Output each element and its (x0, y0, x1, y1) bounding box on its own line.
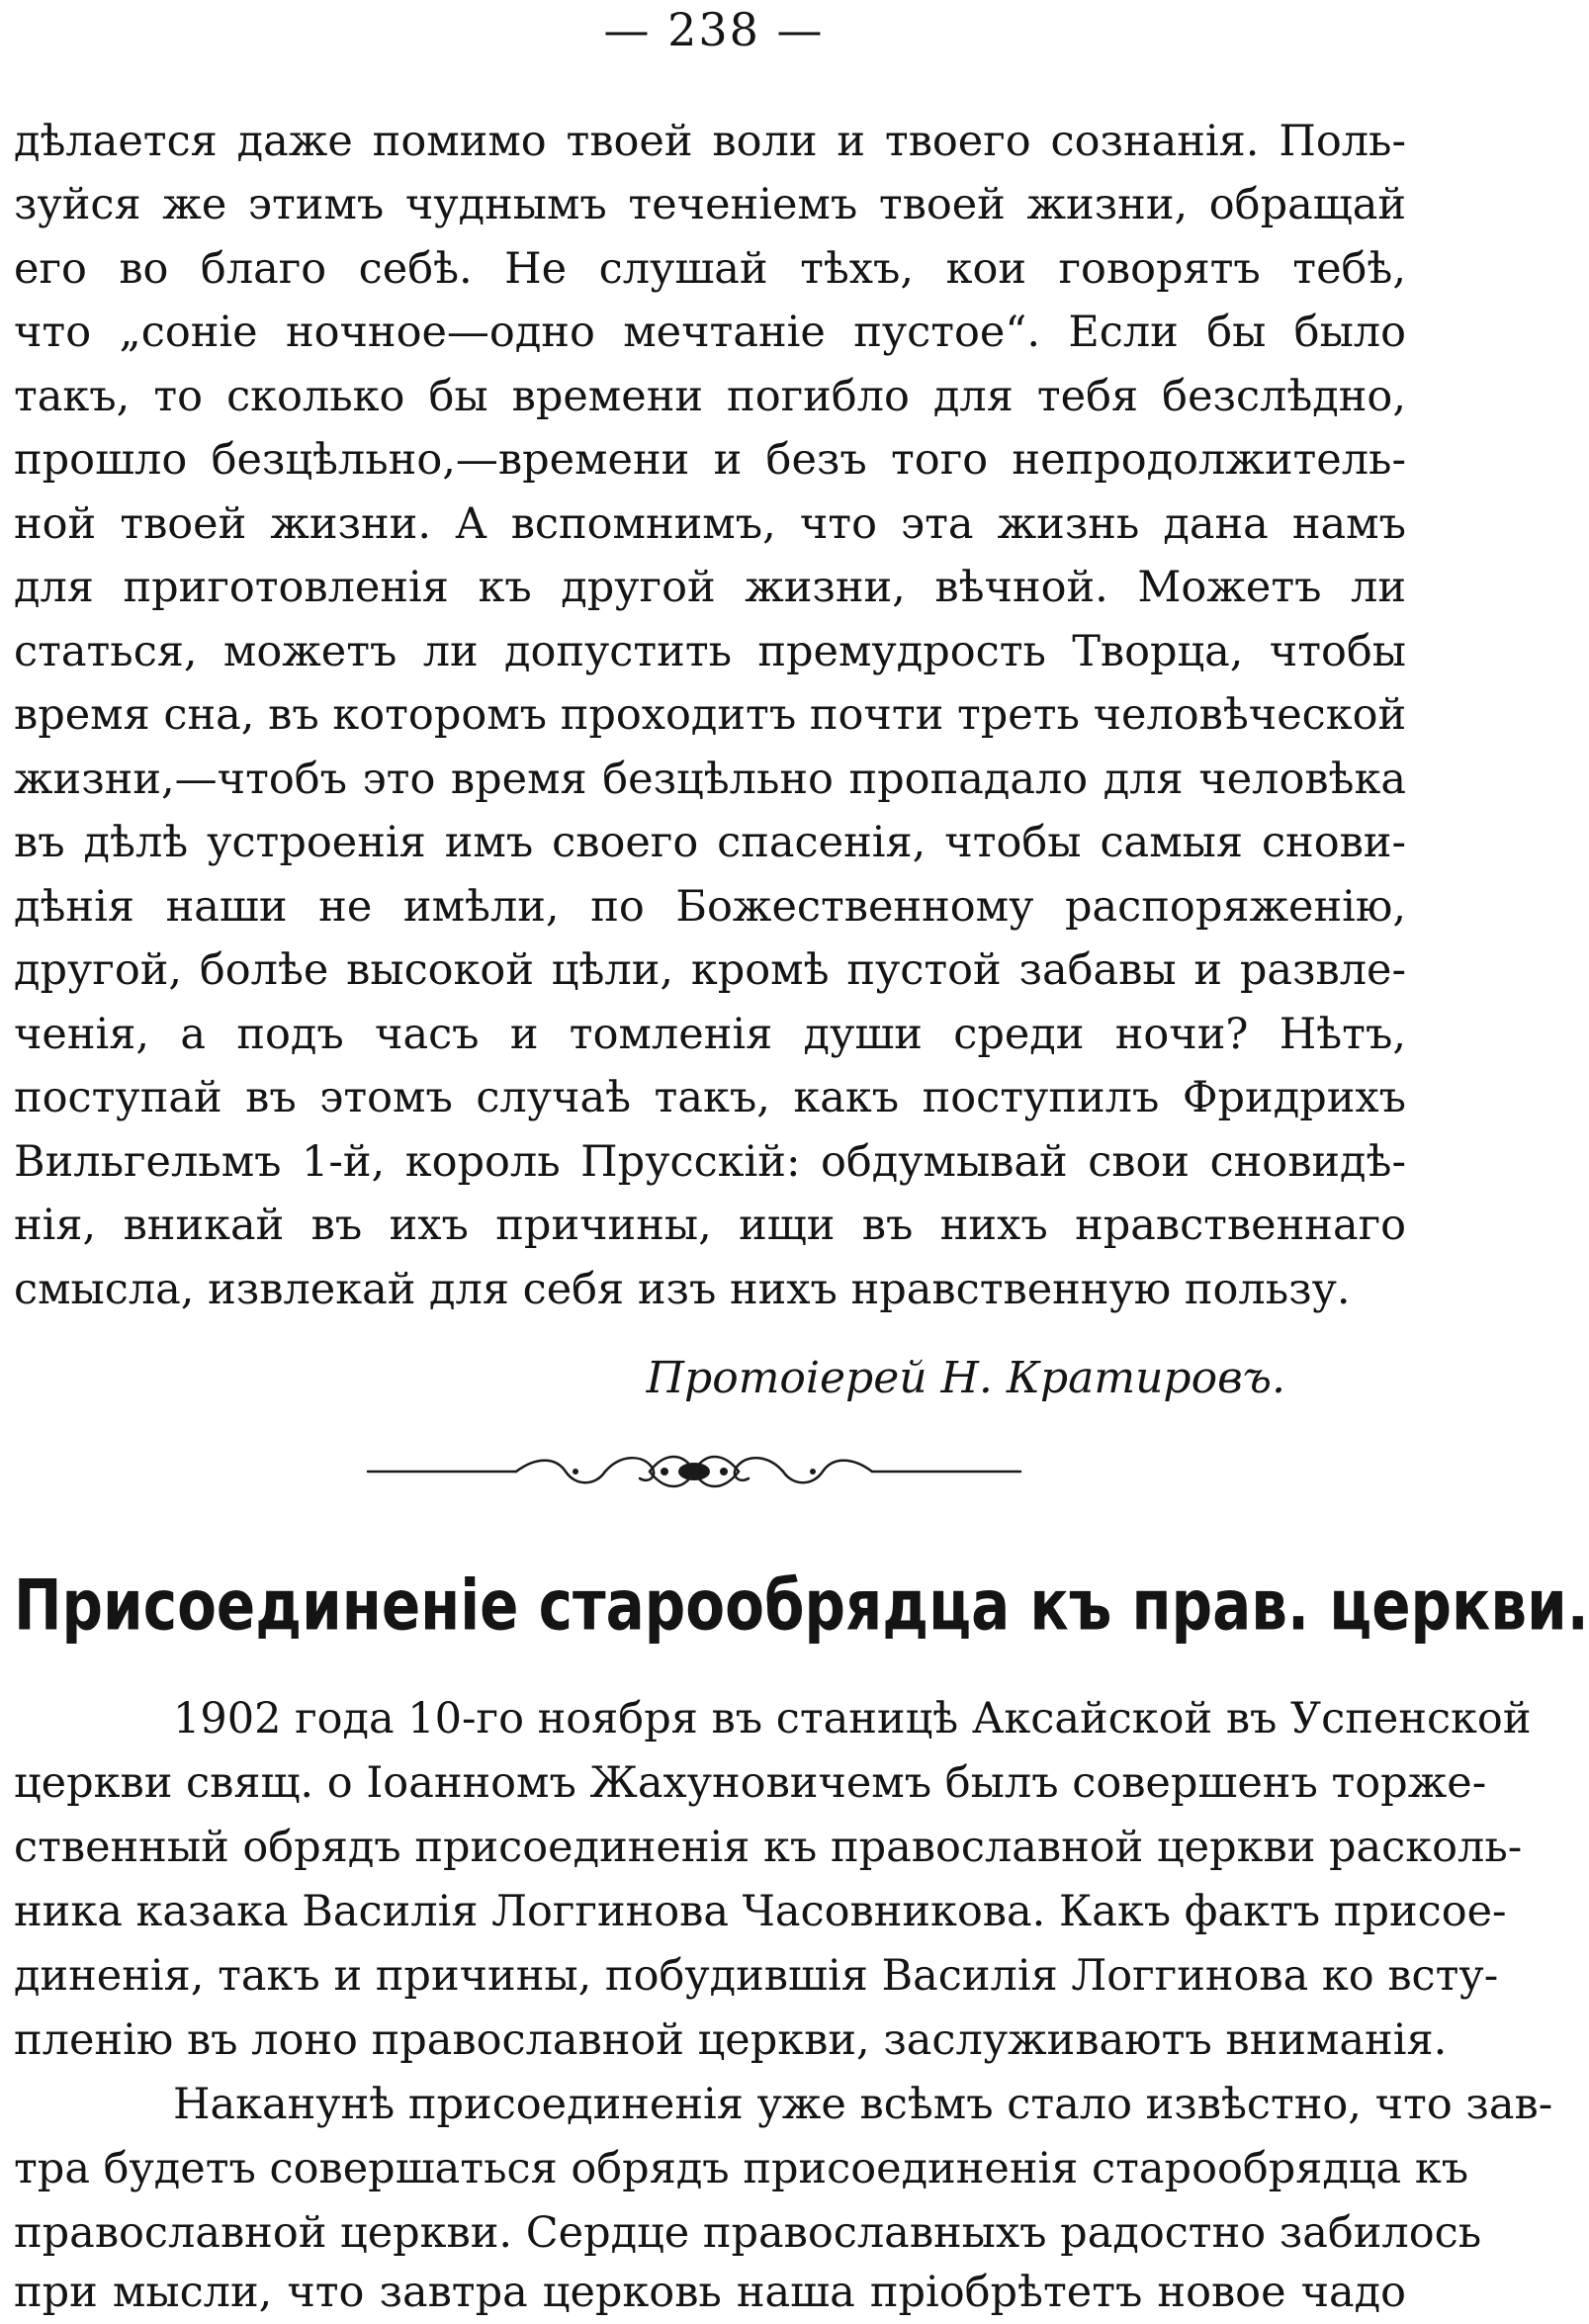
text-line: такъ, то сколько бы времени погибло для тебя безслѣдно, (14, 372, 1406, 421)
ornamental-divider (368, 1447, 1020, 1496)
text-line: жизни,—чтобъ это время безцѣльно пропадало для человѣка (14, 755, 1406, 804)
article-heading: Присоединеніе старообрядца къ прав. церкви. (14, 1564, 1589, 1647)
text-line: его во благо себѣ. Не слушай тѣхъ, кои говорятъ тебѣ, (14, 244, 1406, 294)
text-line: ной твоей жизни. А вспомнимъ, что эта жизнь дана намъ (14, 499, 1406, 549)
text-line: православной церкви. Сердце православныхъ радостно забилось (14, 2208, 1482, 2258)
text-line: 1902 года 10-го ноября въ станицѣ Аксайской въ Успенской (173, 1694, 1532, 1743)
text-line: Вильгельмъ 1-й, король Прусскій: обдумывай свои сновидѣ- (14, 1137, 1406, 1187)
text-line: прошло безцѣльно,—времени и безъ того непродолжитель- (14, 435, 1406, 485)
text-line: ченія, а подъ часъ и томленія души среди ночи? Нѣтъ, (14, 1010, 1406, 1059)
text-line: при мысли, что завтра церковь наша пріобрѣтетъ новое чадо (14, 2268, 1406, 2317)
text-line: статься, можетъ ли допустить премудрость Творца, чтобы (14, 627, 1406, 676)
text-line: другой, болѣе высокой цѣли, кромѣ пустой забавы и развле- (14, 945, 1406, 995)
text-line: диненія, такъ и причины, побудившія Василія Логгинова ко всту- (14, 1951, 1499, 2001)
text-line: пленію въ лоно православной церкви, заслуживаютъ вниманія. (14, 2015, 1448, 2065)
text-line: нія, вникай въ ихъ причины, ищи въ нихъ нравственнаго (14, 1201, 1406, 1250)
text-line: церкви свящ. о Іоанномъ Жахуновичемъ былъ совершенъ торже- (14, 1758, 1487, 1808)
text-line: ника казака Василія Логгинова Часовникова. Какъ фактъ присое- (14, 1887, 1507, 1936)
text-line: Наканунѣ присоединенія уже всѣмъ стало извѣстно, что зав- (173, 2080, 1553, 2129)
text-line: тра будетъ совершаться обрядъ присоединенія старообрядца къ (14, 2144, 1469, 2193)
page-number: — 238 — (603, 3, 825, 56)
text-line: въ дѣлѣ устроенія имъ своего спасенія, чтобы самыя снови- (14, 818, 1406, 867)
text-line: дѣнія наши не имѣли, по Божественному распоряженію, (14, 882, 1406, 932)
author-signature: Протоіерей Н. Кратировъ. (646, 1353, 1285, 1403)
text-line: ственный обрядъ присоединенія къ православной церкви расколь- (14, 1823, 1523, 1872)
text-line: поступай въ этомъ случаѣ такъ, какъ поступилъ Фридрихъ (14, 1073, 1406, 1122)
text-line: для приготовленія къ другой жизни, вѣчной. Можетъ ли (14, 563, 1406, 612)
text-line: время сна, въ которомъ проходитъ почти треть человѣческой (14, 690, 1407, 740)
text-line: смысла, извлекай для себя изъ нихъ нравственную пользу. (14, 1265, 1351, 1314)
text-line: дѣлается даже помимо твоей воли и твоего сознанія. Поль- (14, 117, 1406, 166)
text-line: зуйся же этимъ чуднымъ теченіемъ твоей жизни, обращай (14, 180, 1406, 229)
text-line: что „соніе ночное—одно мечтаніе пустое“. Если бы было (14, 308, 1406, 357)
